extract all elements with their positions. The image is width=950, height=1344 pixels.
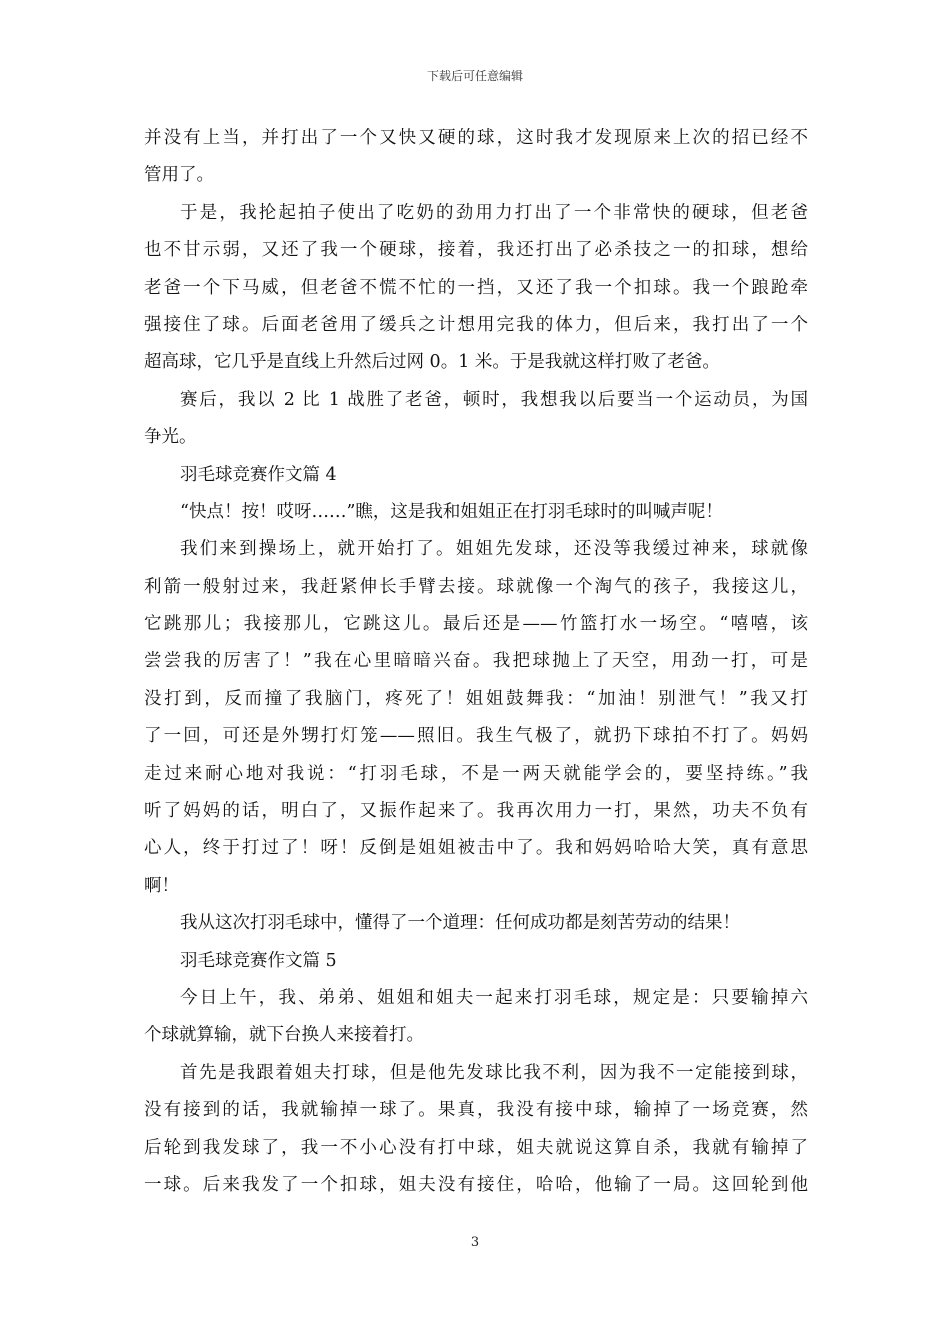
text-line: 利箭一般射过来，我赶紧伸长手臂去接。球就像一个淘气的孩子，我接这儿，: [144, 576, 808, 597]
text-line: 我从这次打羽毛球中，懂得了一个道理：任何成功都是刻苦劳动的结果！: [180, 913, 740, 934]
text-line: 走过来耐心地对我说：“打羽毛球，不是一两天就能学会的，要坚持练。”我: [144, 763, 808, 784]
text-line: 它跳那儿；我接那儿，它跳这儿。最后还是——竹篮打水一场空。“嘻嘻，该: [144, 614, 808, 635]
text-line: 羽毛球竞赛作文篇 4: [180, 464, 337, 485]
text-line: 啊！: [144, 875, 179, 896]
text-line: 管用了。: [144, 165, 214, 186]
text-line: 强接住了球。后面老爸用了缓兵之计想用完我的体力，但后来，我打出了一个: [144, 314, 808, 335]
text-line: 首先是我跟着姐夫打球，但是他先发球比我不利，因为我不一定能接到球，: [180, 1062, 808, 1083]
text-line: 赛后，我以 2 比 1 战胜了老爸，顿时，我想我以后要当一个运动员，为国: [180, 389, 808, 410]
text-line: 超高球，它几乎是直线上升然后过网 0。1 米。于是我就这样打败了老爸。: [144, 352, 720, 373]
page-header: 下载后可任意编辑: [426, 69, 523, 83]
text-line: 争光。: [144, 427, 197, 448]
page-number: 3: [470, 1235, 480, 1250]
text-line: 个球就算输，就下台换人来接着打。: [144, 1025, 424, 1046]
text-line: 听了妈妈的话，明白了，又振作起来了。我再次用力一打，果然，功夫不负有: [144, 801, 808, 822]
text-line: 尝尝我的厉害了！”我在心里暗暗兴奋。我把球抛上了天空，用劲一打，可是: [144, 651, 808, 672]
text-line: 没打到，反而撞了我脑门，疼死了！姐姐鼓舞我：“加油！别泄气！”我又打: [144, 688, 808, 709]
document-body: [144, 120, 808, 1204]
text-line: 没有接到的话，我就输掉一球了。果真，我没有接中球，输掉了一场竞赛，然: [144, 1100, 808, 1121]
text-line: 今日上午，我、弟弟、姐姐和姐夫一起来打羽毛球，规定是：只要输掉六: [180, 987, 808, 1008]
text-line: 一球。后来我发了一个扣球，姐夫没有接住，哈哈，他输了一局。这回轮到他: [144, 1174, 808, 1195]
text-line: 心人，终于打过了！呀！反倒是姐姐被击中了。我和妈妈哈哈大笑，真有意思: [144, 838, 808, 859]
text-line: 也不甘示弱，又还了我一个硬球，接着，我还打出了必杀技之一的扣球，想给: [144, 240, 808, 261]
text-line: 于是，我抡起拍子使出了吃奶的劲用力打出了一个非常快的硬球，但老爸: [180, 202, 808, 223]
text-line: 并没有上当，并打出了一个又快又硬的球，这时我才发现原来上次的招已经不: [144, 128, 808, 148]
text-line: 老爸一个下马威，但老爸不慌不忙的一挡，又还了我一个扣球。我一个踉跄牵: [144, 277, 808, 298]
text-line: 我们来到操场上，就开始打了。姐姐先发球，还没等我缓过神来，球就像: [180, 539, 808, 560]
text-line: 后轮到我发球了，我一不小心没有打中球，姐夫就说这算自杀，我就有输掉了: [144, 1137, 808, 1158]
text-line: 羽毛球竞赛作文篇 5: [180, 950, 337, 971]
text-line: “快点！按！哎呀……”瞧，这是我和姐姐正在打羽毛球时的叫喊声呢！: [180, 501, 723, 522]
text-line: 了一回，可还是外甥打灯笼——照旧。我生气极了，就扔下球拍不打了。妈妈: [144, 726, 808, 747]
